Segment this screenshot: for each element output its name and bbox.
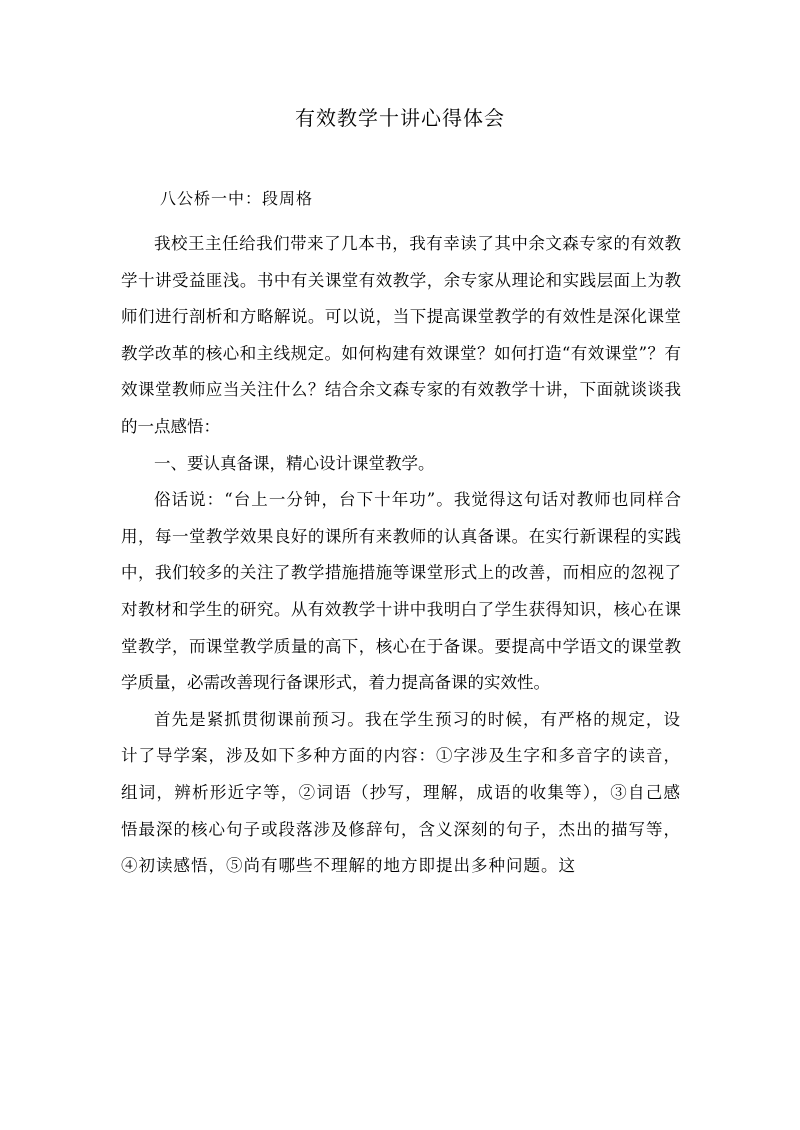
paragraph-intro: 我校王主任给我们带来了几本书，我有幸读了其中余文森专家的有效教学十讲受益匪浅。书中有关课堂有效教学，余专家从理论和实践层面上为教师们进行剖析和方略解说。可以说，当下提高课堂教学的有效性是深化课堂教学改革的核心和主线规定。如何构建有效课堂？如何打造“有效课堂”？有效课堂教师应当关注什么？结合余文森专家的有效教学十讲，下面就谈谈我的一点感悟：: [121, 234, 681, 436]
paragraph-proverb: 俗话说：“台上一分钟，台下十年功”。我觉得这句话对教师也同样合用，每一堂教学效果良好的课所有来教师的认真备课。在实行新课程的实践中，我们较多的关注了教学措施措施等课堂形式上的改善，而相应的忽视了对教材和学生的研究。从有效教学十讲中我明白了学生获得知识，核心在课堂教学，而课堂教学质量的高下，核心在于备课。要提高中学语文的课堂教学质量，必需改善现行备课形式，着力提高备课的实效性。: [121, 490, 681, 693]
document-body: [121, 226, 681, 885]
section-heading: 一、要认真备课，精心设计课堂教学。: [154, 453, 435, 473]
document-title: 有效教学十讲心得体会: [295, 106, 505, 130]
author-line: 八公桥一中：段周格: [160, 189, 314, 208]
paragraph-preview: 首先是紧抓贯彻课前预习。我在学生预习的时候，有严格的规定，设计了导学案，涉及如下多种方面的内容：①字涉及生字和多音字的读音，组词，辨析形近字等，②词语（抄写，理解，成语的收集等），③自己感悟最深的核心句子或段落涉及修辞句，含义深刻的句子，杰出的描写等，④初读感悟，⑤尚有哪些不理解的地方即提出多种问题。这: [121, 709, 681, 876]
